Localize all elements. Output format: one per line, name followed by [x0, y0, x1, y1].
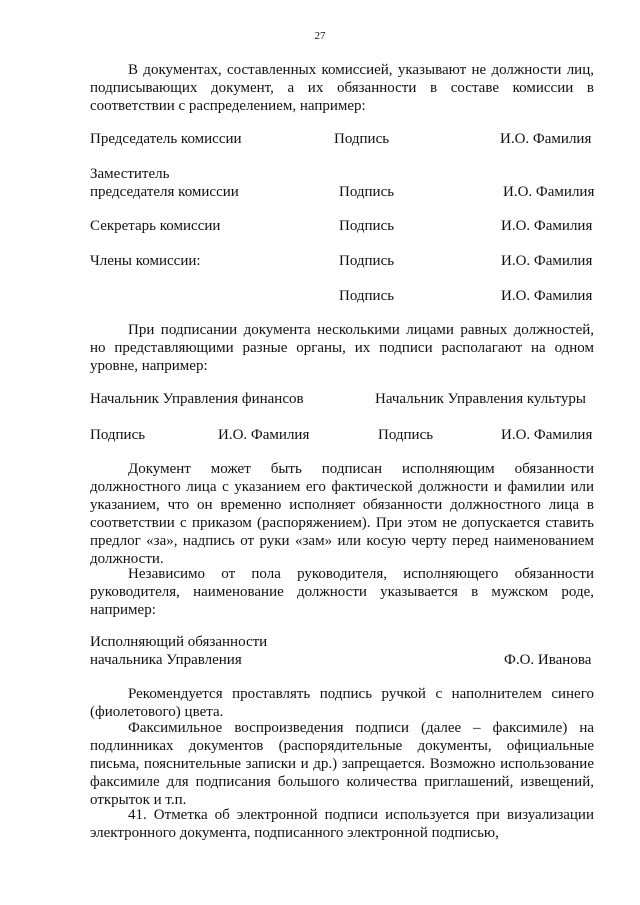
name-label: И.О. Фамилия — [501, 288, 593, 304]
name-label: И.О. Фамилия — [501, 218, 593, 234]
role-label: Председатель комиссии — [90, 131, 242, 147]
name-label: Ф.О. Иванова — [504, 652, 592, 668]
name-label: И.О. Фамилия — [501, 427, 593, 443]
paragraph-ink-color: Рекомендуется проставлять подпись ручкой с наполнителем синего (фиолетового) цвета. — [90, 686, 594, 720]
paragraph-equal-positions: При подписании документа несколькими лицами равных должностей, но представляющими разные органы, их подписи располагают на одном уровне, например: — [90, 322, 594, 374]
name-label: И.О. Фамилия — [218, 427, 310, 443]
signature-row-members-1 — [0, 252, 640, 270]
signature-row-deputy — [0, 183, 640, 201]
signature-label: Подпись — [90, 427, 146, 443]
paragraph-acting-duties: Документ может быть подписан исполняющим обязанности должностного лица с указанием его фактической должности и фамилии или указанием, что он временно исполняет обязанности должностного лица в соответствии с приказом (распоряжением). При этом не допускается ставить предлог «за», надпись от руки «зам» или косую черту перед наименованием должности. — [90, 461, 594, 567]
left-title: Начальник Управления финансов — [90, 391, 304, 407]
role-label: Исполняющий обязанности — [90, 634, 268, 650]
paragraph-commission-intro: В документах, составленных комиссией, указывают не должности лиц, подписывающих документ, а их обязанности в составе комиссии в соответствии с распределением, например: — [90, 62, 594, 114]
paragraph-facsimile: Факсимильное воспроизведения подписи (далее – факсимиле) на подлинниках документов (распорядительные документы, официальные письма, пояснительные записки и др.) запрещается. Возможно использование факсимиле для подписания большого количества приглашений, извещений, открыток и т.п. — [90, 720, 594, 808]
page-number: 27 — [314, 30, 326, 42]
acting-title-line-2 — [0, 651, 640, 669]
role-label: Заместитель — [90, 166, 170, 182]
acting-title-line-1 — [0, 633, 640, 651]
equal-signatures-row — [0, 426, 640, 444]
signature-label: Подпись — [339, 253, 395, 269]
paragraph-electronic-signature: 41. Отметка об электронной подписи используется при визуализации электронного документа, подписанного электронной подписью, — [90, 807, 594, 841]
role-label: начальника Управления — [90, 652, 242, 668]
role-label: Секретарь комиссии — [90, 218, 221, 234]
signature-label: Подпись — [339, 184, 395, 200]
signature-row-secretary — [0, 217, 640, 235]
signature-label: Подпись — [339, 288, 395, 304]
role-label: председателя комиссии — [90, 184, 239, 200]
signature-row-chair — [0, 130, 640, 148]
name-label: И.О. Фамилия — [503, 184, 595, 200]
signature-row-members-2 — [0, 287, 640, 305]
role-line-deputy-1 — [0, 165, 640, 183]
signature-label: Подпись — [378, 427, 434, 443]
role-label: Члены комиссии: — [90, 253, 201, 269]
name-label: И.О. Фамилия — [500, 131, 592, 147]
name-label: И.О. Фамилия — [501, 253, 593, 269]
signature-label: Подпись — [334, 131, 390, 147]
equal-titles-row — [0, 390, 640, 408]
right-title: Начальник Управления культуры — [375, 391, 586, 407]
signature-label: Подпись — [339, 218, 395, 234]
paragraph-gender-neutral: Независимо от пола руководителя, исполняющего обязанности руководителя, наименование должности указывается в мужском роде, например: — [90, 566, 594, 618]
